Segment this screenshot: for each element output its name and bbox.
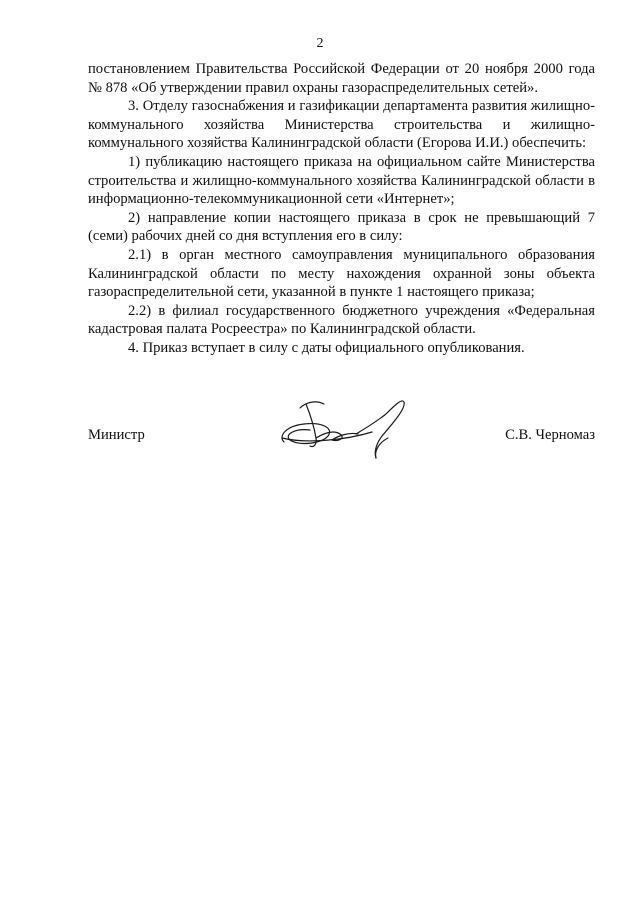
paragraph-item-3: 3. Отделу газоснабжения и газификации департамента развития жилищно-коммунального хозяйства Министерства строительства и жилищно-коммунального хозяйства Калининградской области (Егорова И.И.) обеспечить: [88,98,595,152]
signature-block [88,392,595,472]
paragraph-item-4: 4. Приказ вступает в силу с даты официального опубликования. [128,339,525,356]
signer-name: С.В. Черномаз [505,427,595,443]
handwritten-signature [276,392,416,464]
signer-title: Министр [88,427,145,443]
paragraph-continuation: постановлением Правительства Российской Федерации от 20 ноября 2000 года № 878 «Об утверждении правил охраны газораспределительных сетей». [88,61,595,96]
paragraph-item-3-2: 2) направление копии настоящего приказа в срок не превышающий 7 (семи) рабочих дней со дня вступления его в силу: [88,209,595,245]
paragraph-item-3-2-1: 2.1) в орган местного самоуправления муниципального образования Калининградской области по месту нахождения охранной зоны объекта газораспределительной сети, указанной в пункте 1 настоящего приказа; [88,246,595,301]
document-body [88,60,595,358]
page-number: 2 [316,36,324,51]
paragraph-item-3-2-2: 2.2) в филиал государственного бюджетного учреждения «Федеральная кадастровая палата Росреестра» по Калининградской области. [88,302,595,338]
paragraph-item-3-1: 1) публикацию настоящего приказа на официальном сайте Министерства строительства и жилищно-коммунального хозяйства Калининградской области в информационно-телекоммуникационной сети «Интернет»; [88,153,595,208]
